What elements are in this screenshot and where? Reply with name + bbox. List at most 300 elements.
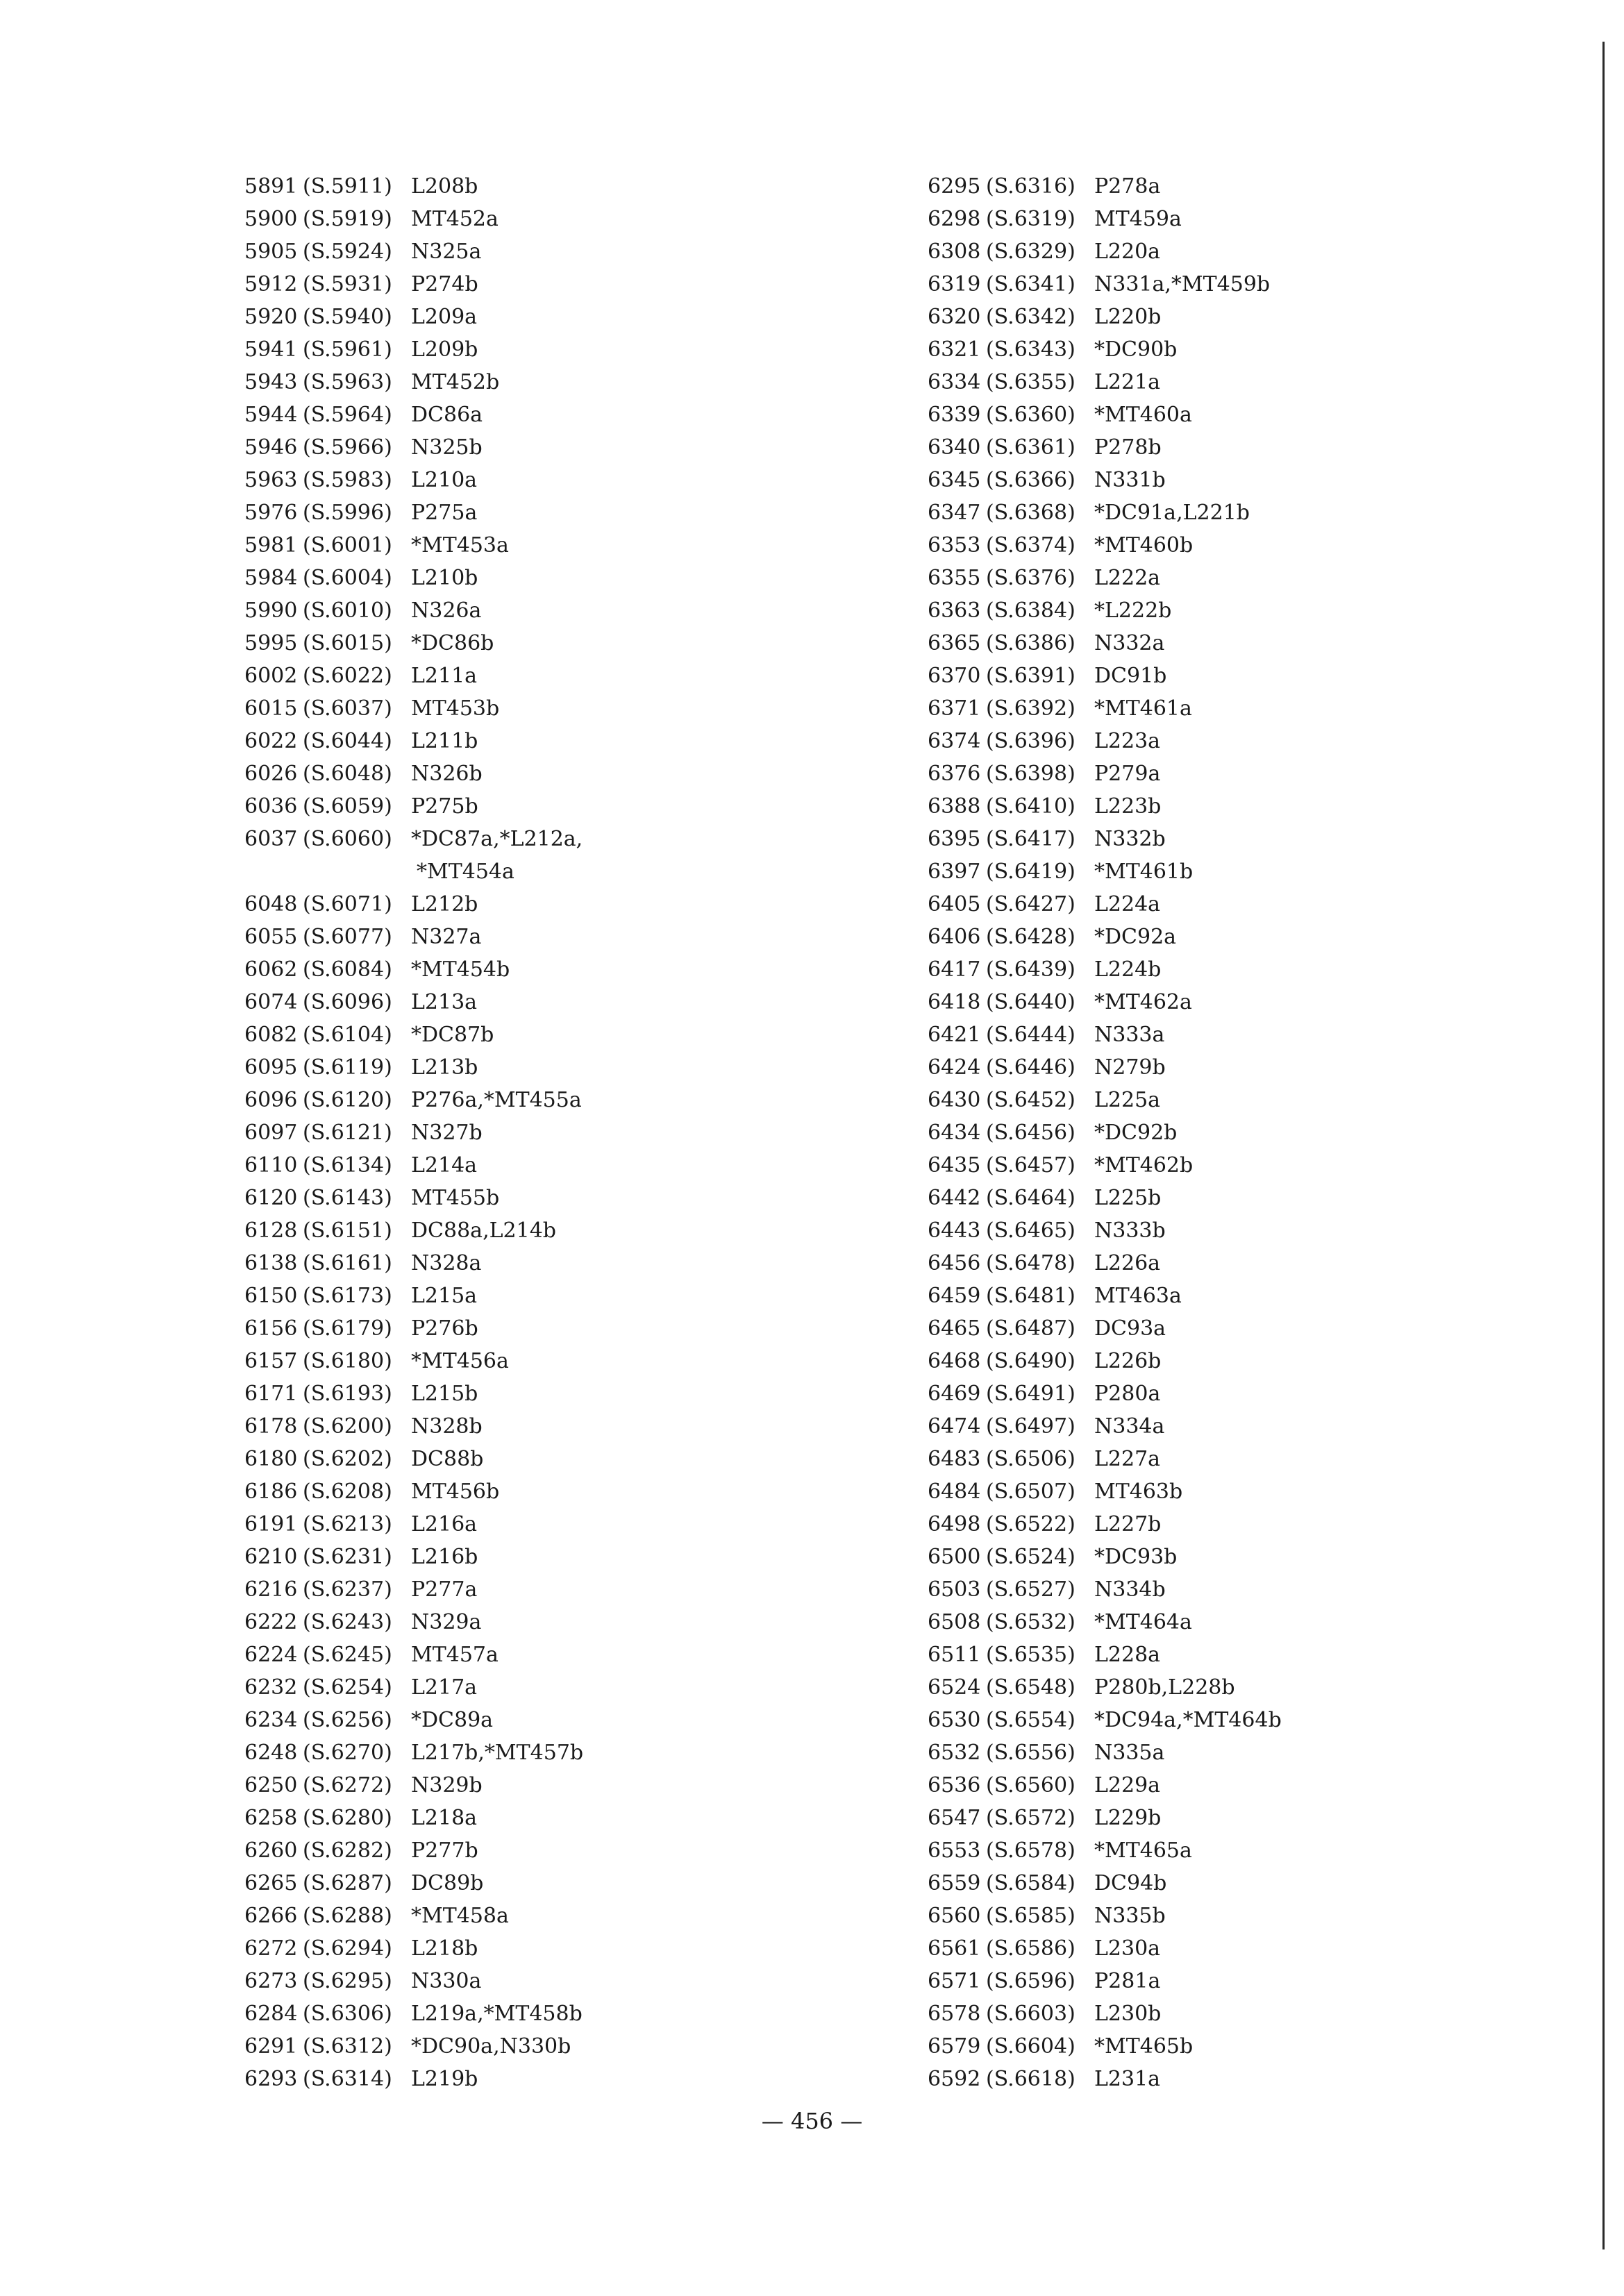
entry-codes: MT452a xyxy=(411,207,499,231)
entry-reference: (S.5963) xyxy=(303,370,392,394)
entry-number: 6560 xyxy=(928,1904,981,1928)
index-entry xyxy=(244,1116,939,1149)
index-entry xyxy=(244,2063,939,2095)
entry-number: 6120 xyxy=(244,1186,298,1210)
index-entry xyxy=(928,725,1622,757)
entry-number: 6308 xyxy=(928,240,981,264)
entry-reference: (S.6179) xyxy=(303,1316,392,1341)
entry-reference: (S.6572) xyxy=(986,1806,1075,1830)
index-entry xyxy=(244,431,939,464)
entry-reference: (S.6254) xyxy=(303,1675,392,1700)
entry-reference: (S.5996) xyxy=(303,501,392,525)
entry-number: 6417 xyxy=(928,957,981,982)
index-entry xyxy=(928,1704,1622,1736)
index-entry xyxy=(928,203,1622,235)
entry-codes: L224a xyxy=(1094,892,1161,916)
entry-number: 6082 xyxy=(244,1023,298,1047)
entry-reference: (S.6535) xyxy=(986,1643,1075,1667)
entry-reference: (S.6586) xyxy=(986,1936,1075,1961)
entry-number: 6055 xyxy=(244,925,298,949)
entry-number: 6459 xyxy=(928,1284,981,1308)
index-entry xyxy=(244,203,939,235)
entry-number: 6234 xyxy=(244,1708,298,1732)
entry-number: 6532 xyxy=(928,1741,981,1765)
entry-codes: P276a,*MT455a xyxy=(411,1088,582,1112)
entry-number: 6272 xyxy=(244,1936,298,1961)
entry-codes: L209b xyxy=(411,337,478,362)
entry-number: 5905 xyxy=(244,240,298,264)
left-index-column xyxy=(244,170,939,2095)
entry-codes: L216a xyxy=(411,1512,478,1536)
entry-reference: (S.6256) xyxy=(303,1708,392,1732)
entry-reference: (S.5919) xyxy=(303,207,392,231)
index-entry xyxy=(928,1247,1622,1280)
index-entry xyxy=(928,1084,1622,1116)
index-entry xyxy=(928,1377,1622,1410)
entry-number: 6002 xyxy=(244,664,298,688)
entry-reference: (S.6143) xyxy=(303,1186,392,1210)
entry-number: 5976 xyxy=(244,501,298,525)
entry-reference: (S.6384) xyxy=(986,598,1075,623)
entry-reference: (S.6180) xyxy=(303,1349,392,1373)
entry-codes: N334b xyxy=(1094,1577,1166,1602)
entry-number: 6547 xyxy=(928,1806,981,1830)
index-entry xyxy=(244,301,939,333)
index-entry xyxy=(928,1443,1622,1475)
entry-codes: P280a xyxy=(1094,1382,1161,1406)
entry-codes: *DC87a,*L212a, xyxy=(411,827,583,851)
entry-reference: (S.6396) xyxy=(986,729,1075,753)
index-entry xyxy=(928,1051,1622,1084)
index-entry xyxy=(928,1182,1622,1214)
entry-reference: (S.6077) xyxy=(303,925,392,949)
entry-reference: (S.5964) xyxy=(303,403,392,427)
entry-reference: (S.6604) xyxy=(986,2034,1075,2059)
entry-reference: (S.6151) xyxy=(303,1218,392,1243)
entry-codes: L219b xyxy=(411,2067,478,2091)
entry-codes: L226b xyxy=(1094,1349,1162,1373)
entry-reference: (S.6497) xyxy=(986,1414,1075,1439)
entry-reference: (S.6554) xyxy=(986,1708,1075,1732)
entry-number: 6395 xyxy=(928,827,981,851)
entry-reference: (S.6270) xyxy=(303,1741,392,1765)
entry-reference: (S.6342) xyxy=(986,305,1075,329)
index-entry xyxy=(928,1149,1622,1182)
entry-number: 6511 xyxy=(928,1643,981,1667)
entry-reference: (S.6355) xyxy=(986,370,1075,394)
index-entry xyxy=(928,1312,1622,1345)
index-entry xyxy=(928,1508,1622,1541)
entry-reference: (S.6294) xyxy=(303,1936,392,1961)
entry-number: 6468 xyxy=(928,1349,981,1373)
index-entry xyxy=(244,1541,939,1573)
entry-codes: L227a xyxy=(1094,1447,1161,1471)
entry-number: 6293 xyxy=(244,2067,298,2091)
index-entry xyxy=(244,790,939,823)
entry-codes: L220b xyxy=(1094,305,1162,329)
index-entry xyxy=(928,855,1622,888)
entry-reference: (S.6376) xyxy=(986,566,1075,590)
entry-codes: *DC90b xyxy=(1094,337,1178,362)
entry-codes: N326a xyxy=(411,598,482,623)
index-entry xyxy=(928,1345,1622,1377)
entry-number: 6500 xyxy=(928,1545,981,1569)
index-entry xyxy=(928,660,1622,692)
entry-number: 6397 xyxy=(928,860,981,884)
entry-codes: N326b xyxy=(411,762,483,786)
entry-codes: MT455b xyxy=(411,1186,500,1210)
entry-number: 6483 xyxy=(928,1447,981,1471)
index-entry xyxy=(244,235,939,268)
entry-number: 6524 xyxy=(928,1675,981,1700)
entry-reference: (S.6487) xyxy=(986,1316,1075,1341)
index-entry xyxy=(244,1084,939,1116)
index-entry xyxy=(244,1312,939,1345)
entry-number: 6376 xyxy=(928,762,981,786)
entry-codes: L219a,*MT458b xyxy=(411,2002,583,2026)
entry-reference: (S.6121) xyxy=(303,1121,392,1145)
entry-number: 6508 xyxy=(928,1610,981,1634)
entry-number: 6266 xyxy=(244,1904,298,1928)
index-entry xyxy=(928,1736,1622,1769)
index-entry xyxy=(244,1802,939,1834)
index-entry xyxy=(244,594,939,627)
entry-number: 6037 xyxy=(244,827,298,851)
index-entry xyxy=(244,888,939,921)
entry-codes: L220a xyxy=(1094,240,1161,264)
entry-reference: (S.6361) xyxy=(986,435,1075,460)
entry-number: 6150 xyxy=(244,1284,298,1308)
entry-reference: (S.6440) xyxy=(986,990,1075,1014)
entry-number: 6370 xyxy=(928,664,981,688)
index-entry xyxy=(928,1410,1622,1443)
entry-codes: *MT464a xyxy=(1094,1610,1192,1634)
entry-codes: N325b xyxy=(411,435,483,460)
entry-reference: (S.6173) xyxy=(303,1284,392,1308)
index-entry xyxy=(928,1573,1622,1606)
entry-codes: P279a xyxy=(1094,762,1161,786)
entry-number: 6015 xyxy=(244,696,298,721)
index-entry xyxy=(928,1769,1622,1802)
entry-codes: *DC92a xyxy=(1094,925,1177,949)
entry-number: 6224 xyxy=(244,1643,298,1667)
entry-reference: (S.6208) xyxy=(303,1480,392,1504)
entry-number: 6291 xyxy=(244,2034,298,2059)
entry-codes: *MT462a xyxy=(1094,990,1192,1014)
entry-reference: (S.6392) xyxy=(986,696,1075,721)
entry-codes: *MT462b xyxy=(1094,1153,1194,1178)
index-entry xyxy=(244,1671,939,1704)
entry-codes: N335a xyxy=(1094,1741,1165,1765)
index-entry xyxy=(928,1606,1622,1639)
entry-reference: (S.6360) xyxy=(986,403,1075,427)
entry-codes: *MT465a xyxy=(1094,1838,1192,1863)
entry-number: 6571 xyxy=(928,1969,981,1993)
entry-codes: N279b xyxy=(1094,1055,1166,1080)
entry-reference: (S.6341) xyxy=(986,272,1075,296)
entry-number: 6295 xyxy=(928,174,981,199)
entry-codes: MT459a xyxy=(1094,207,1182,231)
entry-number: 6334 xyxy=(928,370,981,394)
entry-number: 6265 xyxy=(244,1871,298,1895)
entry-reference: (S.6104) xyxy=(303,1023,392,1047)
entry-reference: (S.6343) xyxy=(986,337,1075,362)
entry-codes: L221a xyxy=(1094,370,1161,394)
entry-number: 6498 xyxy=(928,1512,981,1536)
entry-number: 6022 xyxy=(244,729,298,753)
entry-codes: N331a,*MT459b xyxy=(1094,272,1271,296)
entry-reference: (S.6368) xyxy=(986,501,1075,525)
index-entry xyxy=(244,170,939,203)
index-entry xyxy=(928,692,1622,725)
entry-reference: (S.6071) xyxy=(303,892,392,916)
entry-reference: (S.6314) xyxy=(303,2067,392,2091)
entry-reference: (S.6004) xyxy=(303,566,392,590)
entry-reference: (S.6048) xyxy=(303,762,392,786)
entry-number: 6320 xyxy=(928,305,981,329)
entry-reference: (S.6439) xyxy=(986,957,1075,982)
index-entry xyxy=(928,757,1622,790)
entry-codes: L211b xyxy=(411,729,478,753)
entry-codes: N325a xyxy=(411,240,482,264)
index-entry xyxy=(244,2030,939,2063)
index-entry xyxy=(244,1214,939,1247)
entry-number: 6434 xyxy=(928,1121,981,1145)
entry-number: 5900 xyxy=(244,207,298,231)
entry-reference: (S.6231) xyxy=(303,1545,392,1569)
index-entry xyxy=(244,496,939,529)
entry-reference: (S.6548) xyxy=(986,1675,1075,1700)
entry-number: 6421 xyxy=(928,1023,981,1047)
entry-codes: *DC91a,L221b xyxy=(1094,501,1250,525)
index-entry xyxy=(928,333,1622,366)
index-entry xyxy=(928,1965,1622,1997)
entry-number: 6442 xyxy=(928,1186,981,1210)
entry-number: 6036 xyxy=(244,794,298,819)
right-index-column xyxy=(928,170,1622,2095)
entry-codes: *DC90a,N330b xyxy=(411,2034,571,2059)
entry-number: 6232 xyxy=(244,1675,298,1700)
entry-number: 6456 xyxy=(928,1251,981,1275)
index-entry xyxy=(928,1639,1622,1671)
entry-number: 6469 xyxy=(928,1382,981,1406)
entry-number: 5912 xyxy=(244,272,298,296)
entry-codes: MT463a xyxy=(1094,1284,1182,1308)
entry-codes: L208b xyxy=(411,174,478,199)
entry-number: 6424 xyxy=(928,1055,981,1080)
entry-codes: N332a xyxy=(1094,631,1165,655)
index-entry xyxy=(928,1116,1622,1149)
index-entry xyxy=(928,594,1622,627)
entry-number: 6171 xyxy=(244,1382,298,1406)
index-entry xyxy=(244,823,939,855)
entry-codes: P280b,L228b xyxy=(1094,1675,1235,1700)
entry-codes: *DC86b xyxy=(411,631,494,655)
entry-codes: P276b xyxy=(411,1316,478,1341)
entry-reference: (S.6410) xyxy=(986,794,1075,819)
index-entry xyxy=(244,1573,939,1606)
entry-reference: (S.6522) xyxy=(986,1512,1075,1536)
index-entry xyxy=(928,529,1622,562)
index-entry xyxy=(244,1704,939,1736)
entry-reference: (S.6419) xyxy=(986,860,1075,884)
entry-codes: N327b xyxy=(411,1121,483,1145)
entry-number: 6484 xyxy=(928,1480,981,1504)
entry-number: 5941 xyxy=(244,337,298,362)
entry-reference: (S.6010) xyxy=(303,598,392,623)
index-entry xyxy=(928,431,1622,464)
entry-codes: P278a xyxy=(1094,174,1161,199)
entry-number: 5944 xyxy=(244,403,298,427)
entry-number: 5984 xyxy=(244,566,298,590)
entry-codes: L217a xyxy=(411,1675,478,1700)
index-entry xyxy=(928,627,1622,660)
entry-reference: (S.6386) xyxy=(986,631,1075,655)
index-entry xyxy=(244,660,939,692)
index-entry xyxy=(928,399,1622,431)
index-entry xyxy=(928,1671,1622,1704)
entry-codes: L224b xyxy=(1094,957,1162,982)
entry-codes: *DC93b xyxy=(1094,1545,1178,1569)
entry-number: 6095 xyxy=(244,1055,298,1080)
entry-codes: *MT461b xyxy=(1094,860,1194,884)
entry-reference: (S.5966) xyxy=(303,435,392,460)
entry-number: 5995 xyxy=(244,631,298,655)
entry-reference: (S.5931) xyxy=(303,272,392,296)
index-entry xyxy=(244,986,939,1019)
entry-reference: (S.6417) xyxy=(986,827,1075,851)
entry-reference: (S.6237) xyxy=(303,1577,392,1602)
entry-number: 6110 xyxy=(244,1153,298,1178)
index-entry xyxy=(244,627,939,660)
entry-reference: (S.6507) xyxy=(986,1480,1075,1504)
index-entry xyxy=(928,1932,1622,1965)
index-entry xyxy=(244,1508,939,1541)
index-entry xyxy=(244,757,939,790)
entry-reference: (S.6022) xyxy=(303,664,392,688)
entry-number: 6374 xyxy=(928,729,981,753)
index-entry xyxy=(928,1280,1622,1312)
entry-number: 6097 xyxy=(244,1121,298,1145)
index-entry xyxy=(244,1736,939,1769)
entry-codes: DC86a xyxy=(411,403,483,427)
entry-reference: (S.6532) xyxy=(986,1610,1075,1634)
entry-number: 6250 xyxy=(244,1773,298,1798)
entry-reference: (S.6120) xyxy=(303,1088,392,1112)
index-entry xyxy=(928,790,1622,823)
entry-number: 6062 xyxy=(244,957,298,982)
entry-codes: DC94b xyxy=(1094,1871,1167,1895)
entry-reference: (S.6329) xyxy=(986,240,1075,264)
entry-codes: L231a xyxy=(1094,2067,1161,2091)
index-entry-continuation xyxy=(244,855,939,888)
entry-number: 6096 xyxy=(244,1088,298,1112)
entry-reference: (S.6428) xyxy=(986,925,1075,949)
entry-reference: (S.6193) xyxy=(303,1382,392,1406)
index-entry xyxy=(244,1051,939,1084)
entry-number: 6248 xyxy=(244,1741,298,1765)
entry-number: 5943 xyxy=(244,370,298,394)
entry-reference: (S.6134) xyxy=(303,1153,392,1178)
entry-number: 6216 xyxy=(244,1577,298,1602)
index-entry xyxy=(928,986,1622,1019)
entry-codes: MT453b xyxy=(411,696,500,721)
entry-reference: (S.6084) xyxy=(303,957,392,982)
index-entry xyxy=(244,1769,939,1802)
entry-codes: N328a xyxy=(411,1251,482,1275)
index-entry xyxy=(928,366,1622,399)
entry-number: 6340 xyxy=(928,435,981,460)
entry-codes: MT452b xyxy=(411,370,500,394)
entry-number: 6180 xyxy=(244,1447,298,1471)
entry-codes: MT457a xyxy=(411,1643,499,1667)
entry-reference: (S.6603) xyxy=(986,2002,1075,2026)
entry-codes: *DC92b xyxy=(1094,1121,1178,1145)
index-entry xyxy=(244,1345,939,1377)
index-entry xyxy=(928,1867,1622,1900)
entry-codes: L210b xyxy=(411,566,478,590)
index-entry xyxy=(244,562,939,594)
entry-codes: L223a xyxy=(1094,729,1161,753)
entry-codes: N335b xyxy=(1094,1904,1166,1928)
entry-codes: L222a xyxy=(1094,566,1161,590)
entry-codes: L213b xyxy=(411,1055,478,1080)
entry-reference: (S.6306) xyxy=(303,2002,392,2026)
entry-codes: L212b xyxy=(411,892,478,916)
entry-reference: (S.6316) xyxy=(986,174,1075,199)
index-entry xyxy=(244,1834,939,1867)
entry-reference: (S.6527) xyxy=(986,1577,1075,1602)
entry-codes: P278b xyxy=(1094,435,1162,460)
entry-codes: L230b xyxy=(1094,2002,1162,2026)
index-entry xyxy=(244,1867,939,1900)
entry-number: 6435 xyxy=(928,1153,981,1178)
entry-number: 6418 xyxy=(928,990,981,1014)
entry-reference: (S.6280) xyxy=(303,1806,392,1830)
entry-number: 6222 xyxy=(244,1610,298,1634)
entry-codes: *MT456a xyxy=(411,1349,509,1373)
entry-codes: P277b xyxy=(411,1838,478,1863)
index-entry xyxy=(244,1377,939,1410)
entry-number: 5963 xyxy=(244,468,298,492)
entry-reference: (S.6312) xyxy=(303,2034,392,2059)
index-entry xyxy=(928,1541,1622,1573)
index-entry xyxy=(928,1214,1622,1247)
entry-number: 6363 xyxy=(928,598,981,623)
entry-codes: DC91b xyxy=(1094,664,1167,688)
entry-reference: (S.6444) xyxy=(986,1023,1075,1047)
index-entry xyxy=(244,529,939,562)
entry-reference: (S.6457) xyxy=(986,1153,1075,1178)
entry-number: 6503 xyxy=(928,1577,981,1602)
index-entry xyxy=(928,301,1622,333)
index-entry xyxy=(244,1997,939,2030)
index-entry xyxy=(244,1443,939,1475)
index-entry xyxy=(244,953,939,986)
entry-number: 6339 xyxy=(928,403,981,427)
entry-reference: (S.6319) xyxy=(986,207,1075,231)
entry-codes: L217b,*MT457b xyxy=(411,1741,584,1765)
entry-codes: N331b xyxy=(1094,468,1166,492)
entry-number: 6530 xyxy=(928,1708,981,1732)
entry-reference: (S.6295) xyxy=(303,1969,392,1993)
entry-reference: (S.5961) xyxy=(303,337,392,362)
entry-codes: L209a xyxy=(411,305,478,329)
entry-reference: (S.6556) xyxy=(986,1741,1075,1765)
index-entry xyxy=(244,333,939,366)
entry-number: 6474 xyxy=(928,1414,981,1439)
entry-number: 6579 xyxy=(928,2034,981,2059)
